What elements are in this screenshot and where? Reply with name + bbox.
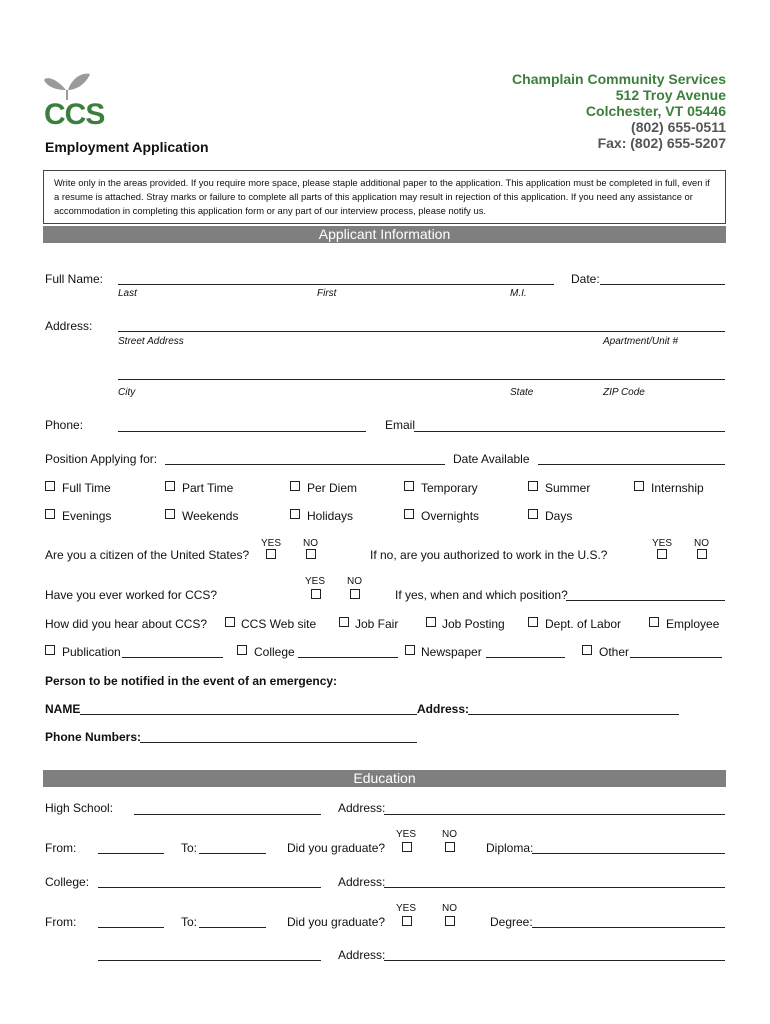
instructions-text: Write only in the areas provided. If you require more space, please staple additional paper to the application. This application must be completed in full, even if a resume is attached. Stray marks or failure to complete all parts of this application may result in rejection of this application. If you need any assistance or accommodation in completing this application form or any part of our interview process, please notify us. xyxy=(54,177,710,216)
degree-field[interactable] xyxy=(532,927,725,928)
hs-graduate-question: Did you graduate? xyxy=(287,841,386,855)
label-part-time: Part Time xyxy=(182,481,234,495)
citizen-question: Are you a citizen of the United States? xyxy=(45,548,250,562)
hs-grad-yes-label: YES xyxy=(396,829,417,840)
college-field[interactable] xyxy=(98,887,321,888)
checkbox-citizen-no[interactable] xyxy=(306,549,316,559)
position-field[interactable] xyxy=(165,464,445,465)
checkbox-authorized-no[interactable] xyxy=(697,549,707,559)
college-grad-yes-label: YES xyxy=(396,903,417,914)
college-grad-no-label: NO xyxy=(442,903,457,914)
phone-numbers-field[interactable] xyxy=(140,742,417,743)
date-label: Date: xyxy=(571,272,600,286)
section-header-education: Education xyxy=(43,770,726,787)
date-available-field[interactable] xyxy=(538,464,725,465)
org-name: Champlain Community Services xyxy=(512,71,726,87)
full-name-label: Full Name: xyxy=(45,272,104,286)
label-summer: Summer xyxy=(545,481,591,495)
checkbox-dept-of-labor[interactable] xyxy=(528,617,538,627)
checkbox-part-time[interactable] xyxy=(165,481,175,491)
street-address-caption: Street Address xyxy=(118,336,184,347)
checkbox-full-time[interactable] xyxy=(45,481,55,491)
label-ccs-web-site: CCS Web site xyxy=(241,617,317,631)
college-to-field[interactable] xyxy=(199,927,266,928)
college-from-field[interactable] xyxy=(98,927,164,928)
emergency-address-label: Address: xyxy=(417,702,470,716)
college-address-label: Address: xyxy=(338,875,386,889)
college-label: College: xyxy=(45,875,90,889)
last-caption: Last xyxy=(118,288,137,299)
email-field[interactable] xyxy=(414,431,725,432)
authorized-question: If no, are you authorized to work in the U.S.? xyxy=(370,548,608,562)
phone-label: Phone: xyxy=(45,418,84,432)
phone-field[interactable] xyxy=(118,431,366,432)
org-phone: (802) 655-0511 xyxy=(631,119,726,135)
checkbox-ccs-web-site[interactable] xyxy=(225,617,235,627)
checkbox-worked-no[interactable] xyxy=(350,589,360,599)
when-question: If yes, when and which position? xyxy=(395,588,568,602)
hs-from-label: From: xyxy=(45,841,77,855)
label-publication: Publication xyxy=(62,645,121,659)
label-job-posting: Job Posting xyxy=(442,617,505,631)
checkbox-other[interactable] xyxy=(582,645,592,655)
other-field[interactable] xyxy=(630,657,722,658)
checkbox-college[interactable] xyxy=(237,645,247,655)
authorized-yes-label: YES xyxy=(652,538,673,549)
emergency-name-label: NAME xyxy=(45,702,81,716)
checkbox-days[interactable] xyxy=(528,509,538,519)
high-school-address-label: Address: xyxy=(338,801,386,815)
leaf-right-icon xyxy=(68,74,90,90)
checkbox-employee[interactable] xyxy=(649,617,659,627)
when-position-field[interactable] xyxy=(566,600,725,601)
hs-grad-no-label: NO xyxy=(442,829,457,840)
city-caption: City xyxy=(118,387,136,398)
checkbox-newspaper[interactable] xyxy=(405,645,415,655)
checkbox-publication[interactable] xyxy=(45,645,55,655)
checkbox-authorized-yes[interactable] xyxy=(657,549,667,559)
org-fax: Fax: (802) 655-5207 xyxy=(597,135,726,151)
label-days: Days xyxy=(545,509,573,523)
emergency-address-field[interactable] xyxy=(468,714,679,715)
other-school-field[interactable] xyxy=(98,960,321,961)
org-street: 512 Troy Avenue xyxy=(615,87,726,103)
checkbox-weekends[interactable] xyxy=(165,509,175,519)
label-holidays: Holidays xyxy=(307,509,354,523)
label-college: College xyxy=(254,645,295,659)
state-caption: State xyxy=(510,387,534,398)
degree-label: Degree: xyxy=(490,915,533,929)
date-available-label: Date Available xyxy=(453,452,530,466)
ccs-logo xyxy=(42,70,108,130)
label-weekends: Weekends xyxy=(182,509,239,523)
checkbox-summer[interactable] xyxy=(528,481,538,491)
college-from-label: From: xyxy=(45,915,77,929)
mi-caption: M.I. xyxy=(510,288,527,299)
leaf-left-icon xyxy=(44,78,66,90)
position-label: Position Applying for: xyxy=(45,452,158,466)
checkbox-internship[interactable] xyxy=(634,481,644,491)
checkbox-job-posting[interactable] xyxy=(426,617,436,627)
college-to-label: To: xyxy=(181,915,198,929)
label-overnights: Overnights xyxy=(421,509,480,523)
section-header-applicant: Applicant Information xyxy=(43,226,726,243)
college-address-field[interactable] xyxy=(384,887,725,888)
label-full-time: Full Time xyxy=(62,481,111,495)
label-temporary: Temporary xyxy=(421,481,478,495)
checkbox-holidays[interactable] xyxy=(290,509,300,519)
full-name-field[interactable] xyxy=(118,284,554,285)
checkbox-hs-grad-no[interactable] xyxy=(445,842,455,852)
label-other: Other xyxy=(599,645,630,659)
checkbox-per-diem[interactable] xyxy=(290,481,300,491)
logo-text: CCS xyxy=(44,98,105,130)
newspaper-field[interactable] xyxy=(486,657,565,658)
label-newspaper: Newspaper xyxy=(421,645,482,659)
label-internship: Internship xyxy=(651,481,704,495)
hear-question: How did you hear about CCS? xyxy=(45,617,208,631)
address-label: Address: xyxy=(45,319,93,333)
diploma-label: Diploma: xyxy=(486,841,534,855)
diploma-field[interactable] xyxy=(532,853,725,854)
email-label: Email xyxy=(385,418,416,432)
page-title: Employment Application xyxy=(45,139,209,155)
checkbox-job-fair[interactable] xyxy=(339,617,349,627)
emergency-name-field[interactable] xyxy=(80,714,417,715)
hs-to-label: To: xyxy=(181,841,198,855)
college-graduate-question: Did you graduate? xyxy=(287,915,386,929)
apt-caption: Apartment/Unit # xyxy=(603,336,679,347)
college-source-field[interactable] xyxy=(298,657,398,658)
checkbox-college-grad-yes[interactable] xyxy=(402,916,412,926)
city-state-zip-field[interactable] xyxy=(118,379,725,380)
checkbox-worked-yes[interactable] xyxy=(311,589,321,599)
checkbox-hs-grad-yes[interactable] xyxy=(402,842,412,852)
label-per-diem: Per Diem xyxy=(307,481,358,495)
authorized-no-label: NO xyxy=(694,538,709,549)
publication-field[interactable] xyxy=(122,657,223,658)
emergency-title: Person to be notified in the event of an emergency: xyxy=(45,674,338,688)
checkbox-evenings[interactable] xyxy=(45,509,55,519)
high-school-label: High School: xyxy=(45,801,114,815)
checkbox-citizen-yes[interactable] xyxy=(266,549,276,559)
first-caption: First xyxy=(317,288,337,299)
checkbox-college-grad-no[interactable] xyxy=(445,916,455,926)
hs-from-field[interactable] xyxy=(98,853,164,854)
other-school-address-field[interactable] xyxy=(384,960,725,961)
label-job-fair: Job Fair xyxy=(355,617,399,631)
phone-numbers-label: Phone Numbers: xyxy=(45,730,142,744)
hs-to-field[interactable] xyxy=(199,853,266,854)
high-school-field[interactable] xyxy=(134,814,321,815)
worked-question: Have you ever worked for CCS? xyxy=(45,588,218,602)
citizen-yes-label: YES xyxy=(261,538,282,549)
worked-no-label: NO xyxy=(347,576,362,587)
label-employee: Employee xyxy=(666,617,720,631)
instructions-box xyxy=(43,170,726,224)
zip-caption: ZIP Code xyxy=(603,387,645,398)
label-evenings: Evenings xyxy=(62,509,112,523)
worked-yes-label: YES xyxy=(305,576,326,587)
other-school-address-label: Address: xyxy=(338,948,386,962)
high-school-address-field[interactable] xyxy=(384,814,725,815)
label-dept-of-labor: Dept. of Labor xyxy=(545,617,622,631)
street-address-field[interactable] xyxy=(118,331,725,332)
checkbox-temporary[interactable] xyxy=(404,481,414,491)
checkbox-overnights[interactable] xyxy=(404,509,414,519)
org-city-state: Colchester, VT 05446 xyxy=(585,103,726,119)
citizen-no-label: NO xyxy=(303,538,318,549)
date-field[interactable] xyxy=(600,284,725,285)
